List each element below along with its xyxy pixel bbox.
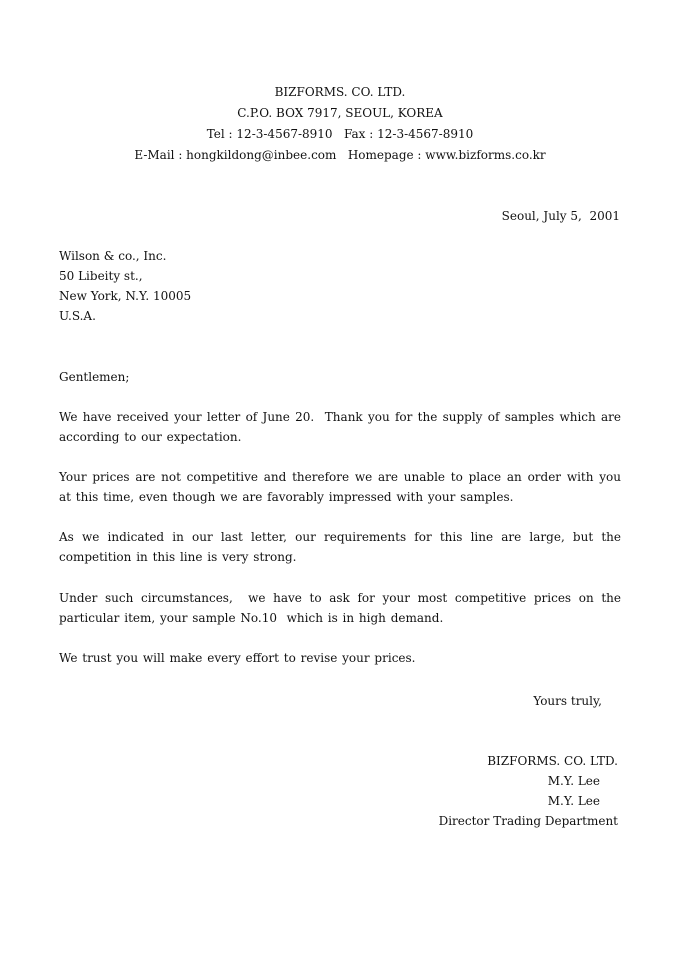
body-paragraph-4: Under such circumstances, we have to ask for your most competitive prices on the particular item, your sample No.10 which is in high demand. — [59, 591, 626, 625]
body-paragraph-3: As we indicated in our last letter, our requirements for this line are large, but the competition in this line is very strong. — [59, 530, 626, 564]
letterhead-phone-fax: Tel : 12-3-4567-8910 Fax : 12-3-4567-8910 — [206, 127, 474, 141]
letterhead — [0, 82, 680, 166]
body-paragraph-1: We have received your letter of June 20. Thank you for the supply of samples which are according to our expectation. — [59, 410, 626, 444]
recipient-name: Wilson & co., Inc. — [59, 249, 167, 263]
salutation: Gentlemen; — [59, 370, 130, 384]
signature-block — [398, 751, 618, 831]
letter-date: Seoul, July 5, 2001 — [501, 209, 620, 223]
letterhead-address: C.P.O. BOX 7917, SEOUL, KOREA — [237, 106, 443, 120]
signature-name-1: M.Y. Lee — [547, 774, 600, 788]
signature-title: Director Trading Department — [438, 814, 618, 828]
body-paragraph-5: We trust you will make every effort to revise your prices. — [59, 651, 416, 665]
letterhead-email-homepage: E-Mail : hongkildong@inbee.com Homepage : www.bizforms.co.kr — [134, 148, 546, 162]
signature-name-2: M.Y. Lee — [547, 794, 600, 808]
recipient-street: 50 Libeity st., — [59, 269, 143, 283]
letterhead-company: BIZFORMS. CO. LTD. — [274, 85, 406, 99]
recipient-country: U.S.A. — [59, 309, 96, 323]
closing: Yours truly, — [533, 694, 602, 708]
recipient-address — [59, 246, 191, 326]
recipient-city: New York, N.Y. 10005 — [59, 289, 192, 303]
signature-company: BIZFORMS. CO. LTD. — [487, 754, 618, 768]
body-paragraph-2: Your prices are not competitive and therefore we are unable to place an order with you at this time, even though we are favorably impressed with your samples. — [59, 470, 626, 504]
